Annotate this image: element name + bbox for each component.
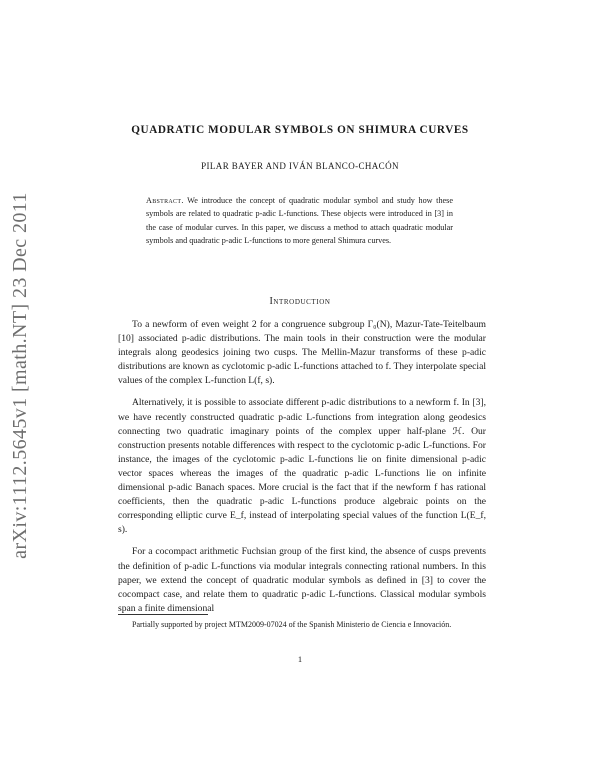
- abstract-text: We introduce the concept of quadratic modular symbol and study how these symbols are related to quadratic p-adic L-functions. These objects were introduced in [3] in the case of modular curves. In this paper, we discuss a method to attach quadratic modular symbols and quadratic p-adic L-functions to more general Shimura curves.: [146, 196, 454, 245]
- paragraph-3: For a cocompact arithmetic Fuchsian group of the first kind, the absence of cusps prevents the definition of p-adic L-functions via modular integrals connecting rational numbers. In this paper, we extend the concept of quadratic modular symbols as defined in [3] to cover the cocompact case, and relate them to quadratic p-adic L-functions. Classical modular symbols span a finite dimensional: [118, 546, 486, 614]
- arxiv-stamp: [2, 180, 38, 570]
- footnote-rule: [118, 614, 208, 615]
- paper-authors: PILAR BAYER AND IVÁN BLANCO-CHACÓN: [201, 161, 399, 171]
- introduction-body: [118, 318, 486, 624]
- arxiv-identifier: arXiv:1112.5645v1 [math.NT] 23 Dec 2011: [8, 191, 31, 559]
- abstract: [146, 194, 453, 247]
- paragraph-1: To a newform of even weight 2 for a congruence subgroup Γ₀(N), Mazur-Tate-Teitelbaum [10] associated p-adic distributions. The main tools in their construction were the modular integrals along geodesics joining two cusps. The Mellin-Mazur transforms of these p-adic distributions are known as cyclotomic p-adic L-functions attached to f. They interpolate special values of the complex L-function L(f, s).: [118, 319, 486, 387]
- section-title-introduction: Introduction: [269, 296, 331, 307]
- page-number: 1: [297, 654, 303, 664]
- paper-title: QUADRATIC MODULAR SYMBOLS ON SHIMURA CURVES: [131, 124, 469, 136]
- abstract-label: Abstract.: [146, 196, 184, 205]
- paragraph-2: Alternatively, it is possible to associate different p-adic distributions to a newform f. In [3], we have recently constructed quadratic p-adic L-functions from integration along geodesics connecting two quadratic imaginary points of the complex upper half-plane ℋ. Our construction presents notable differences with respect to the cyclotomic p-adic L-functions. For instance, the images of the cyclotomic p-adic L-functions lie on finite dimensional p-adic vector spaces whereas the images of the quadratic p-adic L-functions lie on infinite dimensional p-adic Banach spaces. More crucial is the fact that if the newform f has rational coefficients, then the quadratic p-adic L-functions produce algebraic points on the corresponding elliptic curve E_f, instead of interpolating special values of the function L(E_f, s).: [118, 397, 486, 536]
- footnote: Partially supported by project MTM2009-07024 of the Spanish Ministerio de Ciencia e Innovación.: [132, 620, 452, 629]
